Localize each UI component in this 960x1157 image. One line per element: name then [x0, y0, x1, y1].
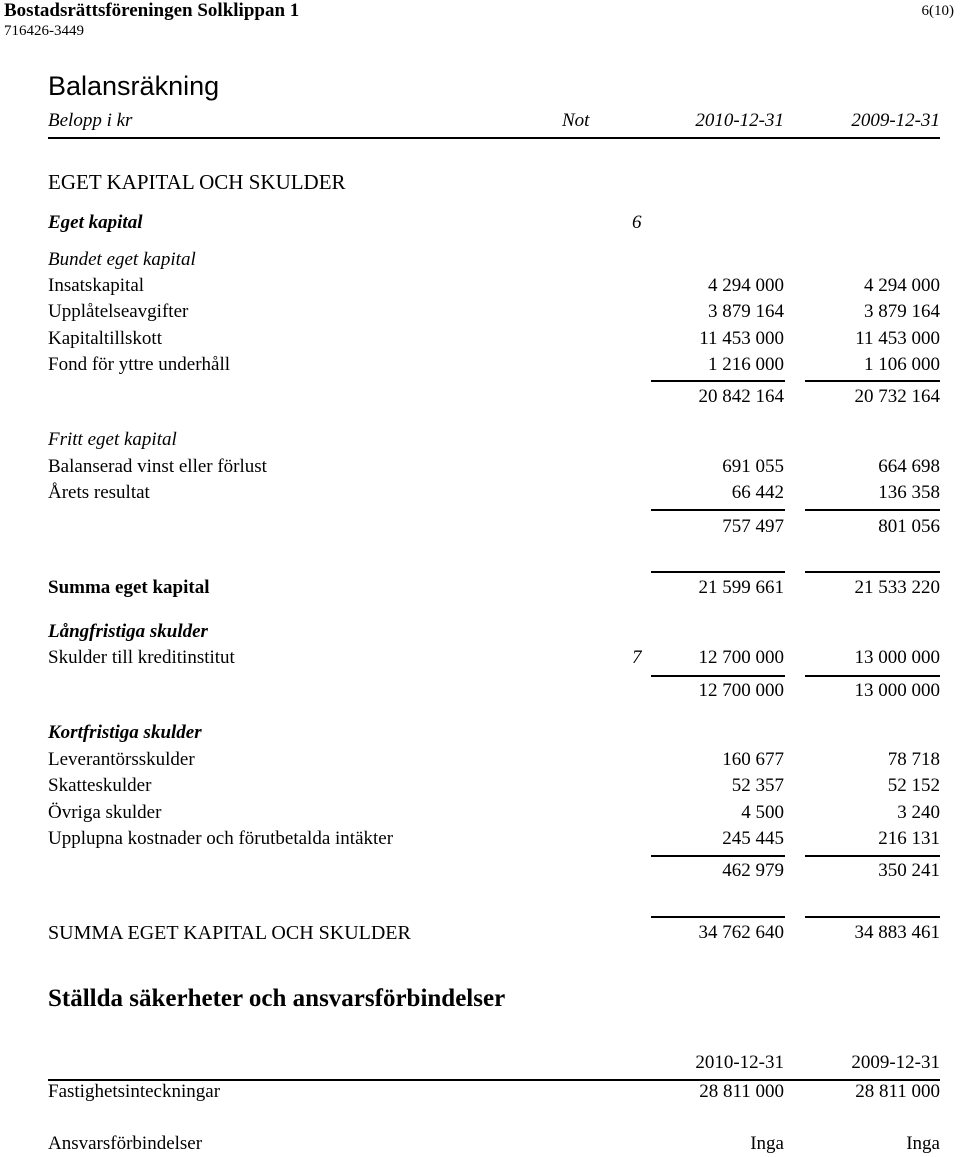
subtotal-rule	[651, 855, 785, 857]
header-divider	[48, 137, 940, 139]
subtotal-rule	[805, 855, 940, 857]
subtotal-row: 757 497 801 056	[722, 516, 940, 537]
table-row: Upplupna kostnader och förutbetalda intäkter 245 445 216 131	[48, 828, 940, 849]
table-row: Upplåtelseavgifter 3 879 164 3 879 164	[48, 301, 940, 322]
subtotal-row: 20 842 164 20 732 164	[698, 386, 940, 407]
total-rule	[651, 916, 785, 918]
langfristiga-heading: Långfristiga skulder	[48, 621, 208, 642]
subtotal-rule	[651, 509, 785, 511]
table-row: Fastighetsinteckningar 28 811 000 28 811 000	[48, 1081, 940, 1102]
organization-number: 716426-3449	[4, 23, 84, 39]
column-header-row	[48, 108, 940, 134]
note-reference: 6	[632, 212, 642, 233]
table-row: Övriga skulder 4 500 3 240	[48, 802, 940, 823]
page-number: 6(10)	[921, 3, 954, 19]
fritt-heading: Fritt eget kapital	[48, 429, 177, 450]
table-row: Insatskapital 4 294 000 4 294 000	[48, 275, 940, 296]
column-year2-header: 2009-12-31	[851, 1052, 940, 1073]
subtotal-rule	[805, 380, 940, 382]
subtotal-rule	[651, 675, 785, 677]
column-label-header: Belopp i kr	[48, 110, 133, 131]
organization-name: Bostadsrättsföreningen Solklippan 1	[4, 0, 300, 21]
kortfristiga-heading: Kortfristiga skulder	[48, 722, 202, 743]
table-row: Skulder till kreditinstitut 7 12 700 000 13 000 000	[48, 645, 940, 671]
table-row: Kapitaltillskott 11 453 000 11 453 000	[48, 328, 940, 349]
table-row: Ansvarsförbindelser Inga Inga	[48, 1133, 940, 1154]
note-reference: 7	[632, 647, 642, 668]
summa-eget-kapital-row: Summa eget kapital 21 599 661 21 533 220	[48, 577, 940, 598]
total-rule	[805, 571, 940, 573]
table-row: Leverantörsskulder 160 677 78 718	[48, 749, 940, 770]
bundet-heading: Bundet eget kapital	[48, 249, 196, 270]
table-row: Skatteskulder 52 357 52 152	[48, 775, 940, 796]
total-rule	[805, 916, 940, 918]
table-row: Årets resultat 66 442 136 358	[48, 482, 940, 503]
column-year1-header: 2010-12-31	[695, 1052, 784, 1073]
table-row: Balanserad vinst eller förlust 691 055 664 698	[48, 456, 940, 477]
column-year2-header: 2009-12-31	[851, 110, 940, 131]
page-title: Balansräkning	[48, 71, 220, 101]
secondary-title: Ställda säkerheter och ansvarsförbindelser	[48, 985, 506, 1012]
subtotal-row: 462 979 350 241	[722, 860, 940, 881]
subtotal-rule	[805, 509, 940, 511]
eget-kapital-heading: Eget kapital 6	[48, 210, 940, 236]
table-row: Fond för yttre underhåll 1 216 000 1 106 000	[48, 354, 940, 375]
column-header-row	[48, 1050, 940, 1076]
section-title: EGET KAPITAL OCH SKULDER	[48, 170, 346, 194]
subtotal-rule	[805, 675, 940, 677]
subtotal-rule	[651, 380, 785, 382]
column-note-header: Not	[562, 110, 590, 131]
summa-total-row: SUMMA EGET KAPITAL OCH SKULDER 34 762 640 34 883 461	[48, 922, 940, 944]
total-rule	[651, 571, 785, 573]
subtotal-row: 12 700 000 13 000 000	[698, 680, 940, 701]
column-year1-header: 2010-12-31	[695, 110, 784, 131]
